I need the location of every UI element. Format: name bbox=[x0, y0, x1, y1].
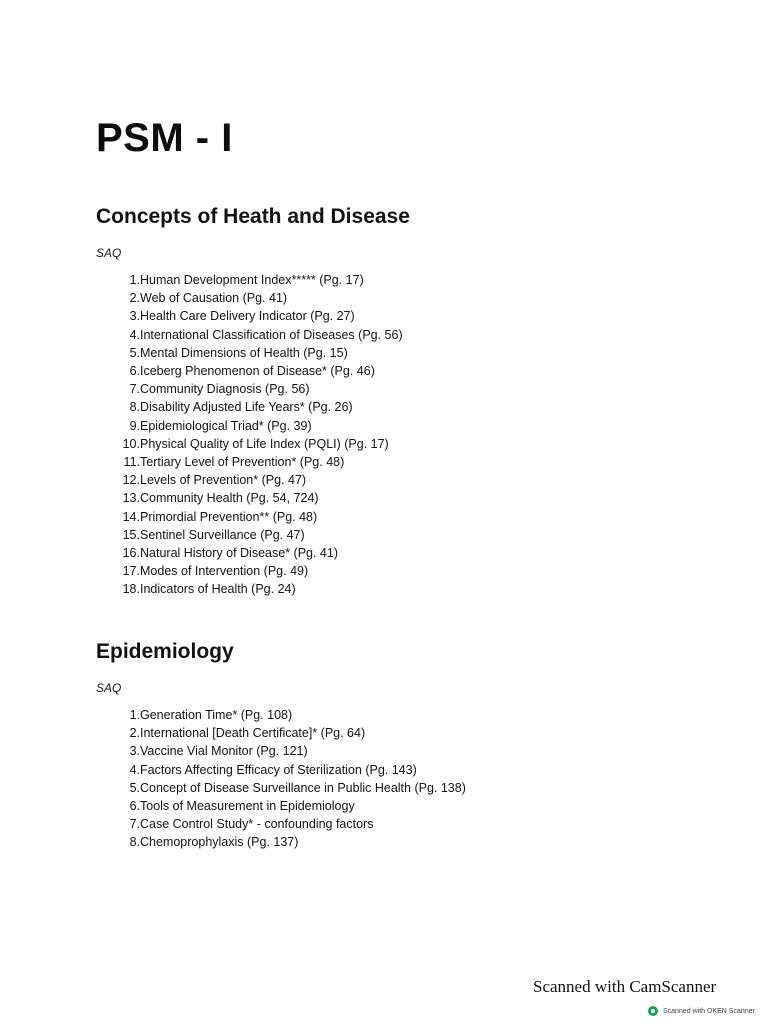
page-title: PSM - I bbox=[96, 116, 233, 160]
item-text: Community Diagnosis (Pg. 56) bbox=[140, 382, 310, 397]
item-text: Tools of Measurement in Epidemiology bbox=[140, 799, 355, 814]
item-text: Factors Affecting Efficacy of Sterilization (Pg. 143) bbox=[140, 762, 417, 777]
list-item bbox=[112, 797, 466, 815]
item-number: 10. bbox=[122, 436, 140, 451]
item-number: 8. bbox=[129, 400, 140, 415]
item-text: Epidemiological Triad* (Pg. 39) bbox=[140, 418, 312, 433]
list-item bbox=[112, 380, 403, 398]
item-number: 4. bbox=[129, 762, 140, 777]
list-item bbox=[112, 307, 403, 325]
oken-scanner-label: Scanned with OKEN Scanner bbox=[663, 1007, 755, 1015]
list-item bbox=[112, 289, 403, 307]
item-number: 16. bbox=[122, 545, 140, 560]
item-text: Generation Time* (Pg. 108) bbox=[140, 708, 293, 723]
item-number: 11. bbox=[123, 454, 140, 469]
list-item bbox=[112, 453, 403, 471]
concepts-saq-list bbox=[112, 271, 403, 598]
list-item bbox=[112, 761, 466, 779]
item-number: 7. bbox=[129, 817, 140, 832]
item-number: 6. bbox=[129, 364, 140, 379]
list-item bbox=[112, 271, 403, 289]
list-item bbox=[112, 580, 403, 598]
item-text: Chemoprophylaxis (Pg. 137) bbox=[140, 835, 299, 850]
list-item bbox=[112, 562, 403, 580]
item-text: Physical Quality of Life Index (PQLI) (Pg. 17) bbox=[140, 436, 389, 451]
item-text: Mental Dimensions of Health (Pg. 15) bbox=[140, 345, 348, 360]
list-item bbox=[112, 471, 403, 489]
section-subheading-saq: SAQ bbox=[96, 681, 122, 695]
item-text: Case Control Study* - confounding factors bbox=[140, 817, 374, 832]
item-number: 18. bbox=[122, 582, 140, 597]
item-text: Vaccine Vial Monitor (Pg. 121) bbox=[140, 744, 308, 759]
list-item bbox=[112, 706, 466, 724]
item-text: Modes of Intervention (Pg. 49) bbox=[140, 564, 309, 579]
item-number: 1. bbox=[129, 273, 140, 288]
item-number: 3. bbox=[129, 744, 140, 759]
item-number: 9. bbox=[129, 418, 140, 433]
item-text: International Classification of Diseases (Pg. 56) bbox=[140, 327, 403, 342]
item-text: Concept of Disease Surveillance in Public Health (Pg. 138) bbox=[140, 780, 466, 795]
item-text: Human Development Index***** (Pg. 17) bbox=[140, 273, 364, 288]
item-text: Indicators of Health (Pg. 24) bbox=[140, 582, 296, 597]
list-item bbox=[112, 815, 466, 833]
list-item bbox=[112, 326, 403, 344]
item-text: Primordial Prevention** (Pg. 48) bbox=[140, 509, 318, 524]
section-heading-epidemiology: Epidemiology bbox=[96, 640, 234, 663]
list-item bbox=[112, 544, 403, 562]
item-text: Health Care Delivery Indicator (Pg. 27) bbox=[140, 309, 355, 324]
oken-scanner-watermark bbox=[648, 1006, 755, 1016]
item-number: 5. bbox=[129, 345, 140, 360]
item-text: Web of Causation (Pg. 41) bbox=[140, 291, 288, 306]
list-item bbox=[112, 435, 403, 453]
item-number: 12. bbox=[122, 473, 140, 488]
item-text: Disability Adjusted Life Years* (Pg. 26) bbox=[140, 400, 353, 415]
item-text: Sentinel Surveillance (Pg. 47) bbox=[140, 527, 305, 542]
item-text: Community Health (Pg. 54, 724) bbox=[140, 491, 319, 506]
list-item bbox=[112, 344, 403, 362]
item-number: 2. bbox=[129, 291, 140, 306]
item-number: 2. bbox=[129, 726, 140, 741]
item-number: 15. bbox=[122, 527, 140, 542]
item-number: 6. bbox=[129, 799, 140, 814]
item-text: Natural History of Disease* (Pg. 41) bbox=[140, 545, 338, 560]
item-number: 13. bbox=[122, 491, 140, 506]
item-number: 4. bbox=[129, 327, 140, 342]
item-number: 5. bbox=[129, 780, 140, 795]
list-item bbox=[112, 724, 466, 742]
list-item bbox=[112, 526, 403, 544]
item-text: Tertiary Level of Prevention* (Pg. 48) bbox=[140, 454, 345, 469]
epidemiology-saq-list bbox=[112, 706, 466, 852]
item-number: 14. bbox=[122, 509, 140, 524]
list-item bbox=[112, 507, 403, 525]
item-number: 3. bbox=[129, 309, 140, 324]
list-item bbox=[112, 779, 466, 797]
list-item bbox=[112, 489, 403, 507]
item-text: International [Death Certificate]* (Pg. 64) bbox=[140, 726, 366, 741]
section-heading-concepts: Concepts of Heath and Disease bbox=[96, 205, 410, 228]
item-number: 7. bbox=[129, 382, 140, 397]
item-number: 8. bbox=[129, 835, 140, 850]
item-text: Levels of Prevention* (Pg. 47) bbox=[140, 473, 307, 488]
list-item bbox=[112, 362, 403, 380]
item-text: Iceberg Phenomenon of Disease* (Pg. 46) bbox=[140, 364, 375, 379]
list-item bbox=[112, 833, 466, 851]
list-item bbox=[112, 417, 403, 435]
scanner-logo-icon bbox=[648, 1006, 658, 1016]
item-number: 1. bbox=[129, 708, 140, 723]
list-item bbox=[112, 742, 466, 760]
item-number: 17. bbox=[122, 564, 140, 579]
section-subheading-saq: SAQ bbox=[96, 246, 122, 260]
camscanner-watermark: Scanned with CamScanner bbox=[533, 977, 717, 996]
list-item bbox=[112, 398, 403, 416]
